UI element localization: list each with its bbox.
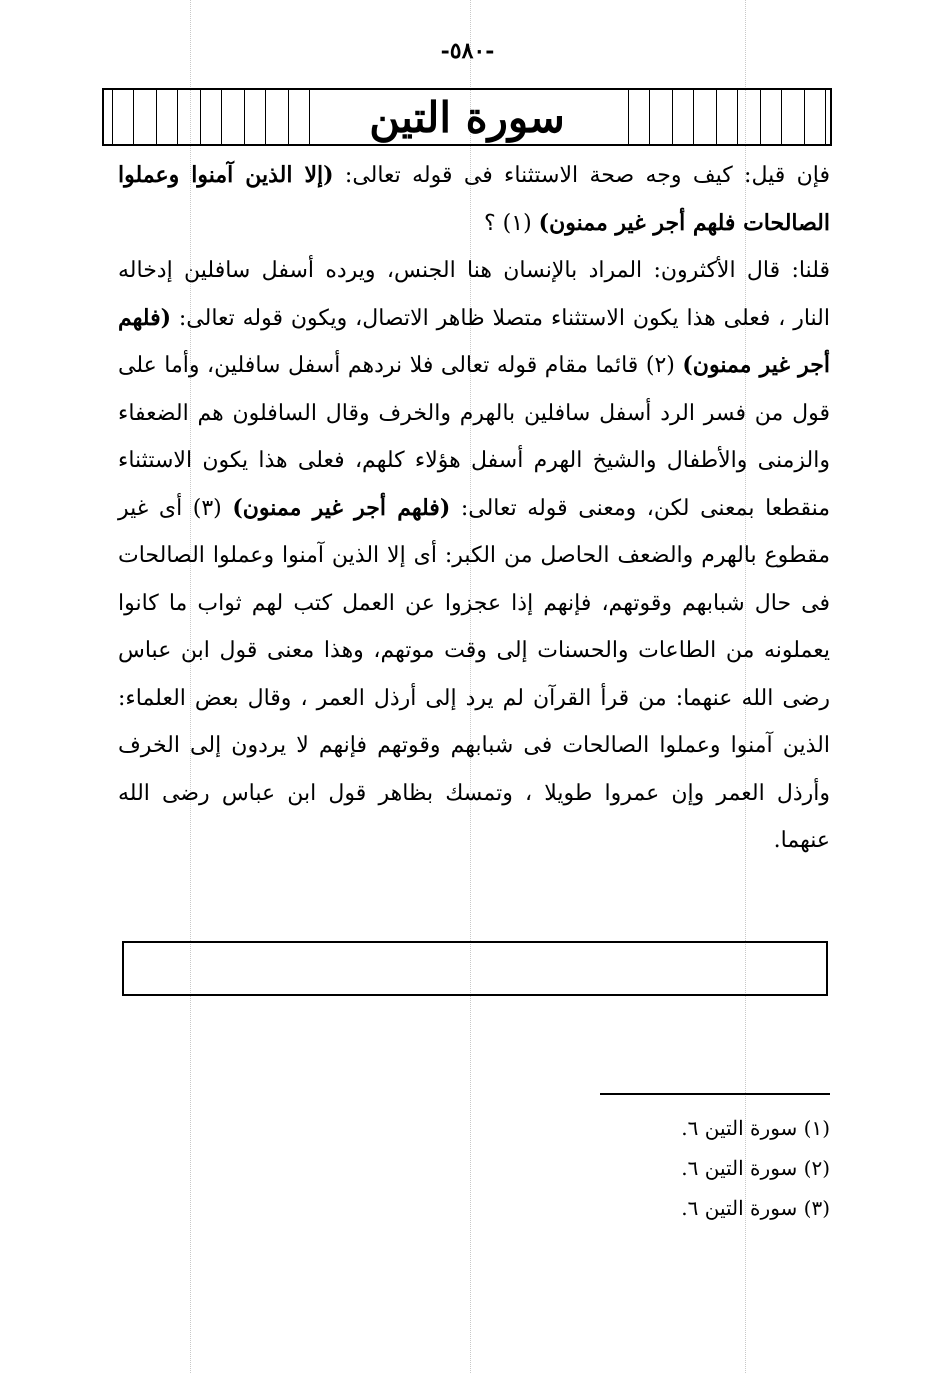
paragraph: [118, 152, 830, 247]
text-run: قلنا: قال الأكثرون: المراد بالإنسان هنا الجنس، ويرده أسفل سافلين إدخاله النار ، فعلى هذا يكون الاستثناء متصلا ظاهر الاتصال، ويكون قوله تعالى:: [118, 258, 830, 331]
title-frame-cell: [112, 90, 134, 144]
quran-quote: (فلهم أجر غير ممنون): [232, 494, 451, 521]
quran-quote: (إلا الذين آمنوا وعملوا الصالحات فلهم أجر غير ممنون): [118, 162, 830, 236]
title-frame-cell: [156, 90, 178, 144]
footnote-item: (١) سورة التين ٦.: [681, 1116, 830, 1140]
surah-title-frame: [102, 88, 832, 146]
footnote-item: (٣) سورة التين ٦.: [681, 1196, 830, 1220]
page-number: -٥٨٠-: [440, 38, 495, 64]
section-end-box: [122, 941, 828, 996]
body-text: [118, 152, 830, 865]
paragraph: [118, 247, 830, 865]
title-frame-cell: [760, 90, 782, 144]
quran-quote: (فلهم أجر غير ممنون): [118, 304, 830, 378]
title-frame-cell: [716, 90, 738, 144]
text-run: (٢) قائما مقام قوله تعالى فلا نردهم أسفل سافلين، وأما على قول من فسر الرد أسفل سافلين بالهرم والخرف وقال السافلون هم الضعفاء والزمنى والأطفال والشيخ الهرم أسفل هؤلاء كلهم، فعلى هذا يكون الاستثناء منقطعا بمعنى لكن، ومعنى قوله تعالى:: [118, 353, 830, 521]
title-frame-cell: [200, 90, 222, 144]
footnotes-list: [560, 1108, 830, 1228]
title-frame-cell: [628, 90, 650, 144]
text-run: فإن قيل: كيف وجه صحة الاستثناء فى قوله تعالى:: [333, 163, 830, 188]
title-frame-cell: [244, 90, 266, 144]
text-run: (١) ؟: [483, 210, 539, 236]
footnote-separator: [600, 1093, 830, 1095]
title-frame-cell: [804, 90, 826, 144]
title-frame-cell: [288, 90, 310, 144]
surah-title: سورة التين: [369, 92, 565, 142]
text-run: (٣) أى غير مقطوع بالهرم والضعف الحاصل من الكبر: أى إلا الذين آمنوا وعملوا الصالحات فى حال شبابهم وقوتهم، فإنهم إذا عجزوا عن العمل كتب لهم ثواب ما كانوا يعملونه من الطاعات والحسنات إلى وقت موتهم، وهذا معنى قول ابن عباس رضى الله عنهما: من قرأ القرآن لم يرد إلى أرذل العمر ، وقال بعض العلماء: الذين آمنوا وعملوا الصالحات فى شبابهم وقوتهم فإنهم لا يردون إلى الخرف وأرذل العمر وإن عمروا طويلا ، وتمسك بظاهر قول ابن عباس رضى الله عنهما.: [118, 495, 830, 853]
title-frame-cell: [672, 90, 694, 144]
footnote-item: (٢) سورة التين ٦.: [681, 1156, 830, 1180]
